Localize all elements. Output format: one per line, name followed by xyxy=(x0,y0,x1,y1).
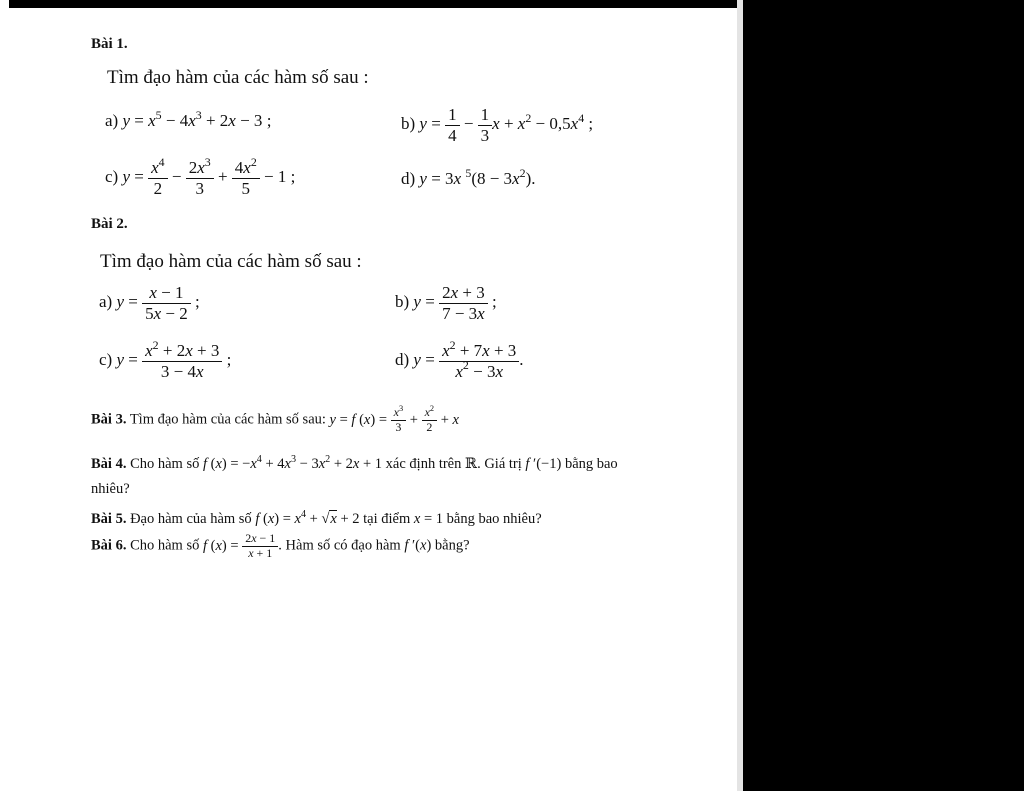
bai3-heading: Bài 3. xyxy=(91,411,127,428)
bai6-heading: Bài 6. xyxy=(91,537,127,554)
math-expression: $y = x^5 - 4x^3 + 2x - 3$ xyxy=(122,107,263,130)
bai6: Bài 6. Cho hàm số f (x) = $\frac{2x - 1}{x + 1}$ . Hàm số có đạo hàm f ′(x) bằng? xyxy=(91,531,470,560)
math-expression: y = $\frac{2x + 3}{7 - 3x}$ xyxy=(413,292,487,311)
math-expression: f (x) = $\frac{2x - 1}{x + 1}$ xyxy=(203,538,278,554)
bai4-line1: Bài 4. Cho hàm số f $(x) = -x^4 + 4x^3 - 3x^2 + 2x + 1$ xác định trên ℝ. Giá trị f ′(−1) bằng bao xyxy=(91,453,618,472)
math-expression: f ′(x) xyxy=(404,537,432,554)
item-label: b) xyxy=(401,113,416,133)
bai1-item-d: d) y = 3x $^5(8 - 3x^2)$. xyxy=(401,165,536,188)
bai1-item-b: b) y = $\frac{1}{4}$ − $\frac{1}{3}$ $x + x^2 - 0,5x^4$ ; xyxy=(401,105,594,145)
document-page xyxy=(9,8,737,791)
item-label: b) xyxy=(395,291,410,311)
bai5-heading: Bài 5. xyxy=(91,511,127,527)
item-label: d) xyxy=(401,169,416,188)
bai4-heading: Bài 4. xyxy=(91,456,127,472)
bai3 xyxy=(91,403,459,435)
bai4-line2: nhiêu? xyxy=(91,481,130,497)
math-expression: x = 1 xyxy=(413,511,444,527)
math-expression: y = $\frac{x^4}{2}$ − $\frac{2x^3}{3}$ + $\frac{4x^2}{5}$ − 1 xyxy=(122,154,287,198)
item-label: c) xyxy=(99,349,113,369)
bai2-item-b: b) y = $\frac{2x + 3}{7 - 3x}$ ; xyxy=(395,283,497,323)
math-expression: f ′(−1) xyxy=(525,456,562,472)
bai1-item-a: a) $y = x^5 - 4x^3 + 2x - 3$ ; xyxy=(105,107,272,130)
item-label: a) xyxy=(99,291,113,311)
bai1-heading: Bài 1. xyxy=(91,36,128,52)
item-label: c) xyxy=(105,166,119,186)
real-numbers-symbol: ℝ xyxy=(465,456,478,472)
math-expression: y = 3x $^5(8 - 3x^2)$ xyxy=(419,165,532,188)
math-expression: y = $\frac{x^2 + 7x + 3}{x^2 - 3x}$ xyxy=(413,350,519,369)
math-expression: y = $\frac{x^2 + 2x + 3}{3 - 4x}$ xyxy=(116,350,222,369)
left-margin xyxy=(0,0,9,791)
bai1-intro: Tìm đạo hàm của các hàm số sau : xyxy=(107,67,369,88)
bai1-item-c: c) y = $\frac{x^4}{2}$ − $\frac{2x^3}{3}$ + $\frac{4x^2}{5}$ − 1 ; xyxy=(105,154,296,198)
page-edge xyxy=(737,0,743,791)
math-expression: f $(x) = x^4 + √x + 2$ xyxy=(255,508,360,527)
math-expression: y = $\frac{x - 1}{5x - 2}$ xyxy=(116,292,190,311)
item-label: d) xyxy=(395,349,410,369)
item-label: a) xyxy=(105,111,119,130)
bai2-heading: Bài 2. xyxy=(91,216,128,232)
bai3-text: Tìm đạo hàm của các hàm số sau: xyxy=(129,411,326,428)
math-expression: y = f (x) = $\frac{x^3}{3}$ + $\frac{x^2}{2}$ + x xyxy=(329,403,459,434)
bai2-item-a: a) y = $\frac{x - 1}{5x - 2}$ ; xyxy=(99,283,200,323)
bai2-intro: Tìm đạo hàm của các hàm số sau : xyxy=(100,251,362,272)
bai2-item-d: d) y = $\frac{x^2 + 7x + 3}{x^2 - 3x}$ . xyxy=(395,337,524,381)
bai2-item-c: c) y = $\frac{x^2 + 2x + 3}{3 - 4x}$ ; xyxy=(99,337,232,381)
bai5: Bài 5. Đạo hàm của hàm số f $(x) = x^4 + √x + 2$ tại điểm x = 1 bằng bao nhiêu? xyxy=(91,508,542,527)
math-expression: f $(x) = -x^4 + 4x^3 - 3x^2 + 2x + 1$ xyxy=(202,453,383,472)
math-expression: y = $\frac{1}{4}$ − $\frac{1}{3}$ $x + x^2 - 0,5x^4$ xyxy=(419,105,585,145)
